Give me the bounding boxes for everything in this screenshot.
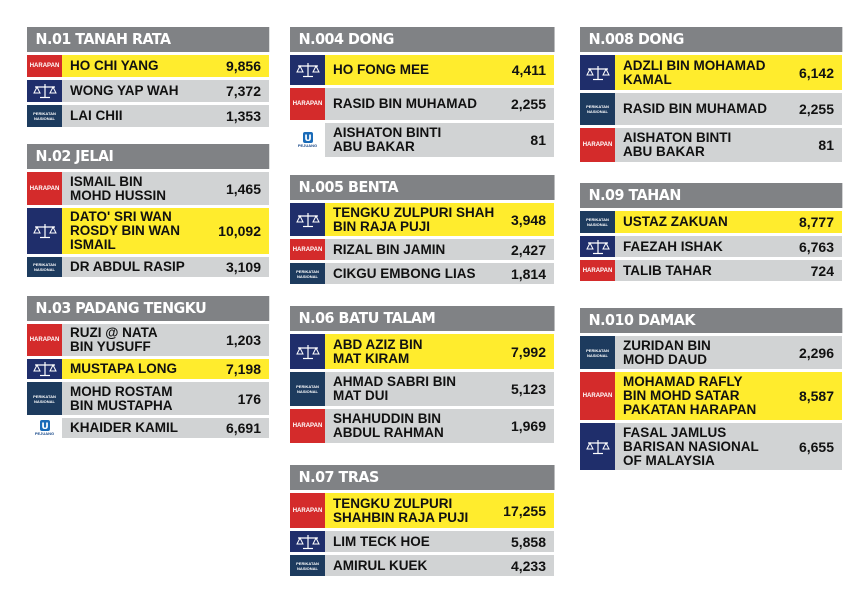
vote-count: 2,296 [798,344,834,361]
candidate-name: HO FONG MEE [333,62,430,77]
candidate-name: AISHATON BINTI ABU BAKAR [623,130,732,159]
vote-count: 6,142 [798,64,834,81]
seat-title: N.004 DONG [290,27,554,52]
vote-count: 1,465 [225,180,261,197]
barisan-nasional-logo [290,334,325,369]
candidate-row [290,372,554,406]
barisan-nasional-logo [580,236,615,257]
candidate-name: RUZI @ NATA BIN YUSUFF [70,325,158,354]
candidate-row [580,372,842,420]
candidate-row [27,382,269,415]
candidate-name: AHMAD SABRI BIN MAT DUI [333,374,456,403]
candidate-name: MOHD ROSTAM BIN MUSTAPHA [70,383,173,413]
vote-count: 6,763 [798,238,834,255]
barisan-nasional-logo [290,203,325,236]
seat-title: N.03 PADANG TENGKU [27,296,269,321]
candidate-row [27,105,269,127]
vote-count: 9,856 [225,58,261,74]
candidate-row [580,260,842,281]
vote-count: 1,353 [225,108,261,124]
perikatan-nasional-logo: PERIKATAN NASIONAL [580,93,615,125]
candidate-name: ABD AZIZ BIN MAT KIRAM [333,336,423,366]
seat-n004-dong [290,27,554,157]
seat-n06-batu-talam [290,306,554,443]
perikatan-nasional-logo: PERIKATAN NASIONAL [580,211,615,233]
seat-title: N.01 TANAH RATA [27,27,269,52]
seat-n03-padang-tengku [27,296,269,438]
candidate-row [290,123,554,157]
seat-title: N.07 TRAS [290,465,554,490]
candidate-row [580,211,842,233]
candidate-name: LAI CHII [70,108,123,123]
candidate-row [290,239,554,260]
candidate-name: RASID BIN MUHAMAD [623,101,767,116]
perikatan-nasional-logo: PERIKATAN NASIONAL [290,555,325,576]
seat-n09-tahan [580,183,842,281]
candidate-row [290,531,554,552]
candidate-name: RASID BIN MUHAMAD [333,96,477,111]
vote-count: 81 [818,137,834,153]
candidate-row [290,88,554,120]
vote-count: 8,777 [798,214,834,230]
barisan-nasional-logo [580,55,615,90]
candidate-row [290,409,554,443]
seat-title: N.005 BENTA [290,175,554,200]
candidate-name: ZURIDAN BIN MOHD DAUD [623,337,711,367]
candidate-row [27,172,269,205]
vote-count: 2,427 [510,241,546,258]
vote-count: 7,372 [225,83,261,99]
candidate-row [27,55,269,77]
perikatan-nasional-logo: PERIKATAN NASIONAL [290,372,325,406]
candidate-row [290,263,554,284]
seat-n010-damak [580,308,842,470]
pakatan-harapan-logo: HARAPAN [290,88,325,120]
seat-title: N.06 BATU TALAM [290,306,554,331]
pakatan-harapan-logo: HARAPAN [27,172,62,205]
seat-n07-tras [290,465,554,576]
candidate-row [580,423,842,470]
barisan-nasional-logo [27,359,62,379]
candidate-row [27,418,269,438]
pakatan-harapan-logo: HARAPAN [290,239,325,260]
vote-count: 6,691 [225,420,261,436]
vote-count: 81 [530,132,546,148]
seat-title: N.09 TAHAN [580,183,842,208]
barisan-nasional-logo [290,531,325,552]
candidate-name: TALIB TAHAR [623,262,712,278]
seat-title: N.008 DONG [580,27,842,52]
vote-count: 176 [237,390,261,407]
candidate-row [27,257,269,277]
vote-count: 7,992 [510,343,546,360]
vote-count: 2,255 [510,96,546,112]
pakatan-harapan-logo: HARAPAN [290,409,325,443]
seat-n02-jelai [27,144,269,277]
barisan-nasional-logo [580,423,615,470]
perikatan-nasional-logo: PERIKATAN NASIONAL [27,257,62,277]
pakatan-harapan-logo: HARAPAN [580,372,615,420]
seat-title: N.02 JELAI [27,144,269,169]
pakatan-harapan-logo: HARAPAN [580,128,615,162]
vote-count: 17,255 [503,502,546,519]
candidate-name: MOHAMAD RAFLY BIN MOHD SATAR PAKATAN HARAPAN [623,374,757,417]
candidate-row [290,55,554,85]
candidate-name: HO CHI YANG [70,58,159,73]
svg-text:U: U [303,134,312,143]
candidate-name: MUSTAPA LONG [70,361,177,376]
vote-count: 4,411 [511,62,546,78]
vote-count: 1,969 [510,418,546,434]
vote-count: 8,587 [798,388,834,404]
vote-count: 1,814 [510,265,546,282]
candidate-row [580,128,842,162]
candidate-name: TENGKU ZULPURI SHAH BIN RAJA PUJI [333,204,495,234]
vote-count: 2,255 [798,101,834,117]
candidate-row [290,493,554,528]
candidate-name: FASAL JAMLUS BARISAN NASIONAL OF MALAYSIA [623,424,759,468]
vote-count: 1,203 [225,332,261,348]
candidate-row [27,208,269,254]
vote-count: 10,092 [218,223,261,239]
vote-count: 5,858 [510,533,546,550]
candidate-name: FAEZAH ISHAK [623,238,723,254]
candidate-row [27,80,269,102]
vote-count: 3,948 [510,211,546,228]
vote-count: 724 [810,262,834,279]
pejuang-logo: U PEJUANG [290,123,325,157]
pakatan-harapan-logo: HARAPAN [27,55,62,77]
candidate-name: ISMAIL BIN MOHD HUSSIN [70,173,167,203]
barisan-nasional-logo [290,55,325,85]
candidate-name: DR ABDUL RASIP [70,259,185,274]
candidate-row [580,336,842,369]
candidate-row [290,334,554,369]
candidate-name: SHAHUDDIN BIN ABDUL RAHMAN [333,411,444,440]
candidate-name: AISHATON BINTI ABU BAKAR [333,125,442,154]
seat-n008-dong [580,27,842,162]
candidate-name: TENGKU ZULPURI SHAHBIN RAJA PUJI [333,495,469,525]
seat-n01-tanah-rata [27,27,269,127]
candidate-row [290,555,554,576]
candidate-name: AMIRUL KUEK [333,557,428,573]
vote-count: 5,123 [510,381,546,397]
pakatan-harapan-logo: HARAPAN [580,260,615,281]
seat-n005-benta [290,175,554,284]
perikatan-nasional-logo: PERIKATAN NASIONAL [580,336,615,369]
perikatan-nasional-logo: PERIKATAN NASIONAL [290,263,325,284]
candidate-row [580,55,842,90]
candidate-name: DATO' SRI WAN ROSDY BIN WAN ISMAIL [70,209,181,252]
candidate-name: RIZAL BIN JAMIN [333,241,446,257]
vote-count: 7,198 [225,361,261,377]
perikatan-nasional-logo: PERIKATAN NASIONAL [27,105,62,127]
vote-count: 3,109 [225,259,261,275]
candidate-row [290,203,554,236]
candidate-row [580,93,842,125]
seat-title: N.010 DAMAK [580,308,842,333]
svg-text:U: U [40,422,49,431]
candidate-name: ADZLI BIN MOHAMAD KAMAL [623,57,766,87]
candidate-name: KHAIDER KAMIL [70,420,178,435]
vote-count: 4,233 [510,557,546,574]
barisan-nasional-logo [27,80,62,102]
barisan-nasional-logo [27,208,62,254]
pakatan-harapan-logo: HARAPAN [290,493,325,528]
candidate-row [580,236,842,257]
perikatan-nasional-logo: PERIKATAN NASIONAL [27,382,62,415]
vote-count: 6,655 [798,438,834,455]
candidate-name: CIKGU EMBONG LIAS [333,265,476,281]
candidate-name: WONG YAP WAH [70,83,179,98]
candidate-row [27,359,269,379]
pejuang-logo: U PEJUANG [27,418,62,438]
pakatan-harapan-logo: HARAPAN [27,324,62,356]
candidate-row [27,324,269,356]
candidate-name: USTAZ ZAKUAN [623,214,728,229]
candidate-name: LIM TECK HOE [333,533,430,549]
